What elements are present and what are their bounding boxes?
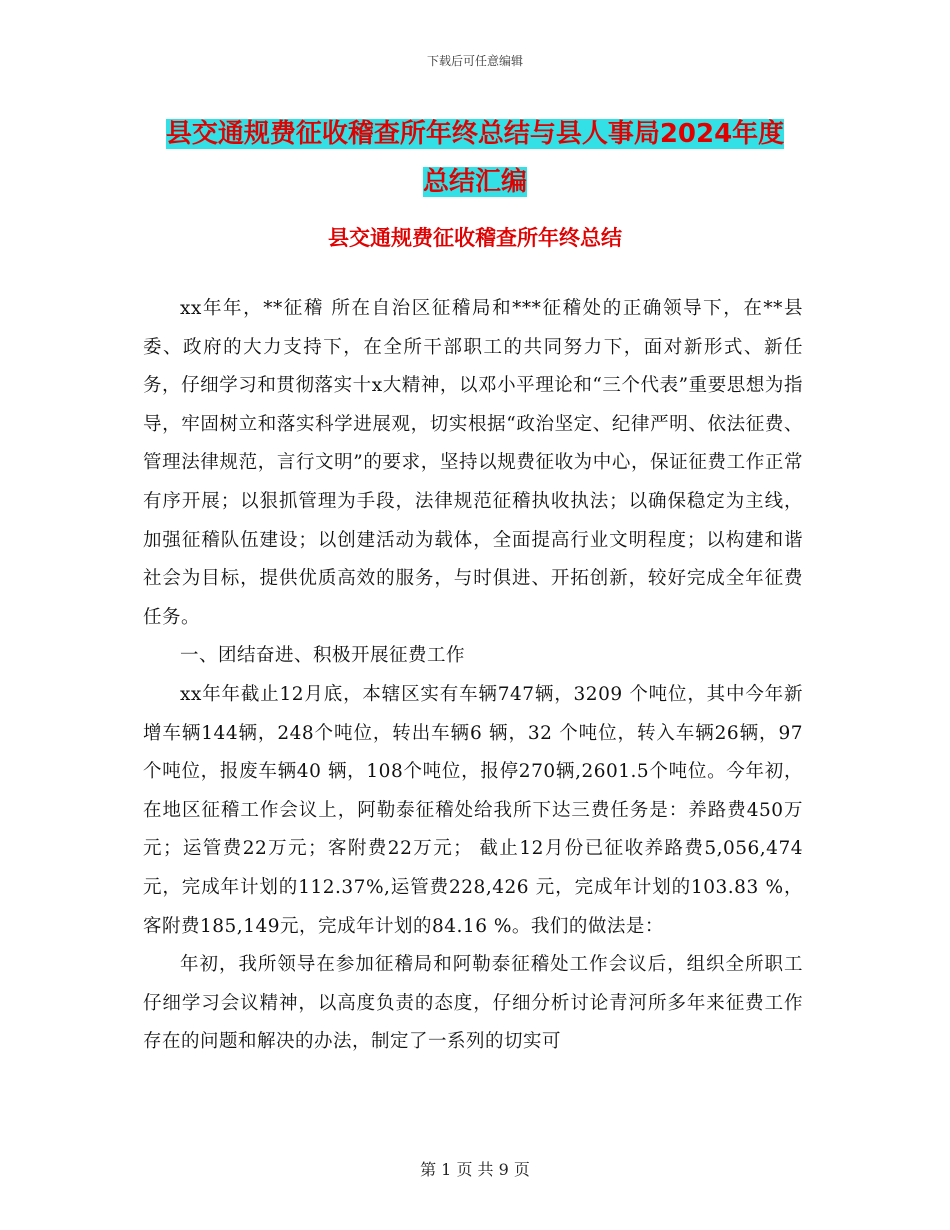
paragraph-measures: 年初，我所领导在参加征稽局和阿勒泰征稽处工作会议后，组织全所职工仔细学习会议精神，以高度负责的态度，仔细分析讨论青河所多年来征费工作存在的问题和解决的办法，制定了一系列的切实可 [143,954,803,1053]
page-number: 第 1 页 共 9 页 [420,1160,530,1179]
document-title [120,110,830,206]
paragraph-statistics: xx年年截止12月底，本辖区实有车辆747辆，3209 个吨位，其中今年新增车辆144辆，248个吨位，转出车辆6 辆，32 个吨位，转入车辆26辆，97个吨位，报废车辆40 辆，108个吨位，报停270辆,2601.5个吨位。今年初，在地区征稽工作会议上，阿勒泰征稽处给我所下达三费任务是：养路费450万元；运管费22万元；客附费22万元； 截止12月份已征收养路费5,056,474元，完成年计划的112.37%,运管费228,426 元，完成年计划的103.83 %，客附费185,149元，完成年计划的84.16 %。我们的做法是： [143,683,803,937]
section-heading: 一、团结奋进、积极开展征费工作 [180,645,466,667]
document-body [143,290,803,1062]
page-header-note: 下载后可任意编辑 [426,54,523,68]
document-title-line-1: 县交通规费征收稽查所年终总结与县人事局2024年度 [165,119,785,149]
section-title: 县交通规费征收稽查所年终总结 [328,226,622,250]
document-title-line-2: 总结汇编 [422,167,527,197]
paragraph-intro: xx年年，**征稽 所在自治区征稽局和***征稽处的正确领导下，在**县委、政府的大力支持下，在全所干部职工的共同努力下，面对新形式、新任务，仔细学习和贯彻落实十x大精神，以邓小平理论和“三个代表”重要思想为指导，牢固树立和落实科学进展观，切实根据“政治坚定、纪律严明、依法征费、管理法律规范，言行文明”的要求，坚持以规费征收为中心，保证征费工作正常有序开展；以狠抓管理为手段，法律规范征稽执收执法；以确保稳定为主线，加强征稽队伍建设；以创建活动为载体，全面提高行业文明程度；以构建和谐社会为目标，提供优质高效的服务，与时俱进、开拓创新，较好完成全年征费任务。 [143,298,803,628]
